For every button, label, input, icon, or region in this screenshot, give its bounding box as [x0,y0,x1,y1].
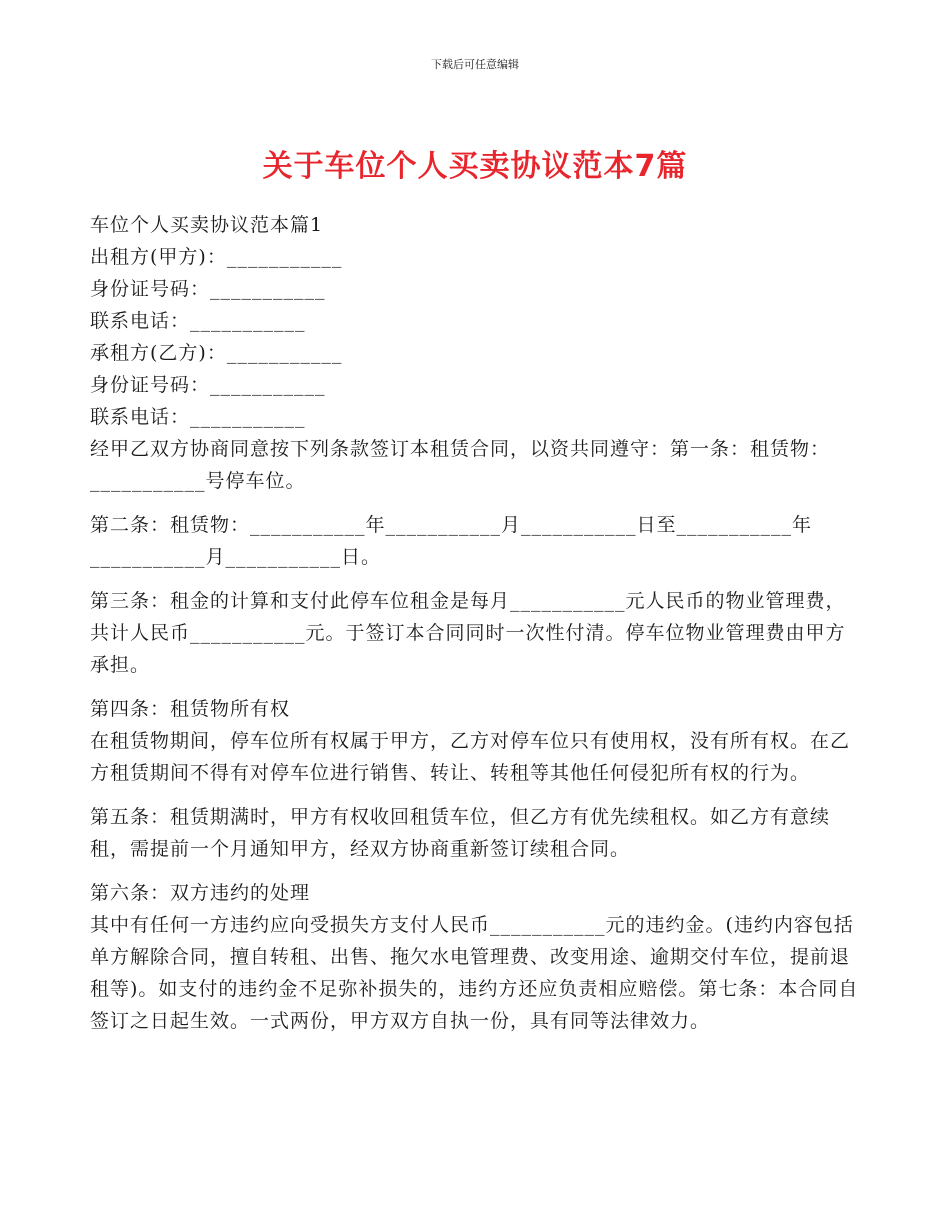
lessor-id-field: 身份证号码：___________ [90,278,326,300]
clause-6-heading: 第六条：双方违约的处理 [90,882,311,904]
clause-5-paragraph: 第五条：租赁期满时，甲方有权收回租赁车位，但乙方有优先续租权。如乙方有意续租，需提前一个月通知甲方，经双方协商重新签订续租合同。 [90,806,831,860]
clause-4-paragraph: 在租赁物期间，停车位所有权属于甲方，乙方对停车位只有使用权，没有所有权。在乙方租赁期间不得有对停车位进行销售、转让、转租等其他任何侵犯所有权的行为。 [90,730,851,784]
clause-6-paragraph: 其中有任何一方违约应向受损失方支付人民币___________元的违约金。(违约内容包括单方解除合同，擅自转租、出售、拖欠水电管理费、改变用途、逾期交付车位，提前退租等)。如支付的违约金不足弥补损失的，违约方还应负责相应赔偿。第七条：本合同自签订之日起生效。一式两份，甲方双方自执一份，具有同等法律效力。 [90,914,859,1032]
page-header: 下载后可任意编辑 [431,58,519,71]
clause-2-paragraph: 第二条：租赁物：___________年___________月___________日至___________年___________月___________日。 [90,514,813,568]
document-title: 关于车位个人买卖协议范本7篇 [262,149,688,184]
lessor-phone-field: 联系电话：___________ [90,310,306,332]
lessor-field: 出租方(甲方)：___________ [90,246,343,268]
clause-3-paragraph: 第三条：租金的计算和支付此停车位租金是每月___________元人民币的物业管理费，共计人民币___________元。于签订本合同同时一次性付清。停车位物业管理费由甲方承担。 [90,590,846,676]
lessee-field: 承租方(乙方)：___________ [90,342,343,364]
lessee-phone-field: 联系电话：___________ [90,406,306,428]
document-body [90,209,865,1037]
clause-4-heading: 第四条：租赁物所有权 [90,698,291,720]
lessee-id-field: 身份证号码：___________ [90,374,326,396]
section-heading: 车位个人买卖协议范本篇1 [90,214,324,236]
clause-1-paragraph: 经甲乙双方协商同意按下列条款签订本租赁合同，以资共同遵守：第一条：租赁物：___________号停车位。 [90,438,831,492]
